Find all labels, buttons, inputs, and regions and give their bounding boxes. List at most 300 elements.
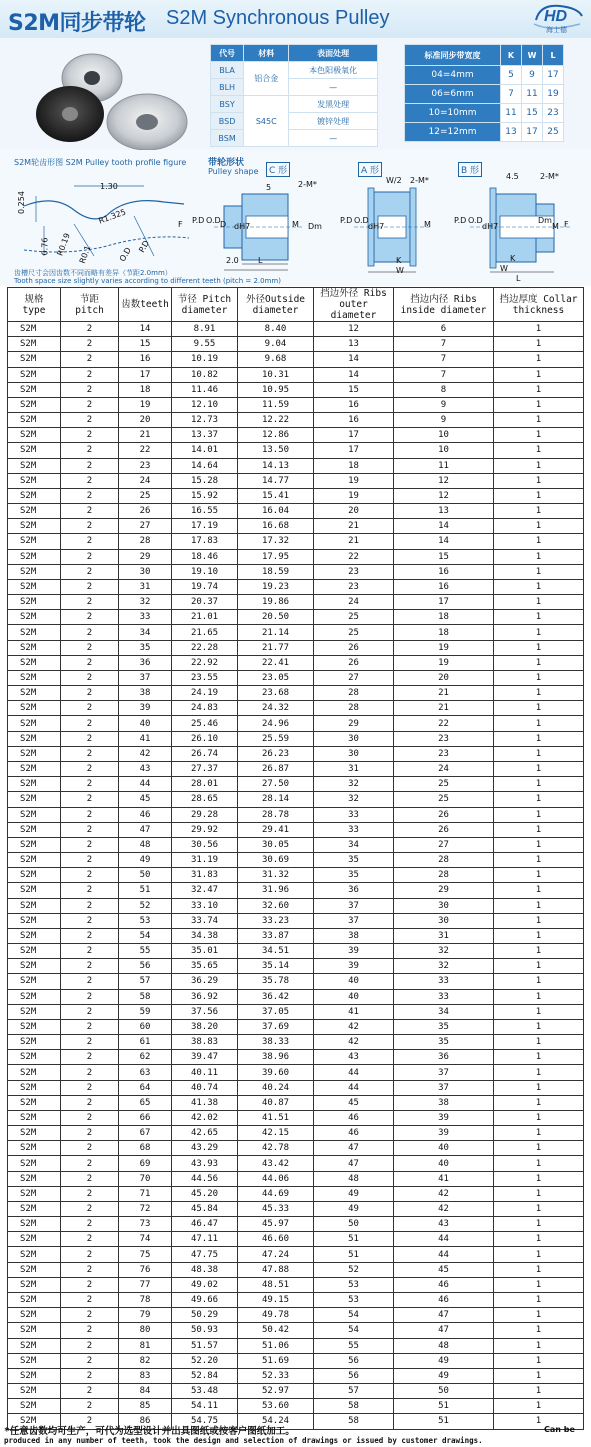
cell-ribs-inside: 21 — [394, 686, 494, 701]
cell-ribs-inside: 37 — [394, 1080, 494, 1095]
table-row — [8, 1019, 584, 1034]
cell-outside-diameter: 22.41 — [238, 655, 314, 670]
table-row — [8, 989, 584, 1004]
cell-pitch-diameter: 39.47 — [172, 1050, 238, 1065]
cell-ribs-outer: 54 — [314, 1308, 394, 1323]
cell-ribs-outer: 52 — [314, 1262, 394, 1277]
material-code: BSD — [211, 113, 244, 130]
cell-type: S2M — [8, 473, 61, 488]
cell-collar: 1 — [494, 564, 584, 579]
cell-collar: 1 — [494, 1399, 584, 1414]
cell-teeth: 18 — [119, 382, 172, 397]
diagram-panel — [0, 150, 591, 286]
cell-collar: 1 — [494, 1338, 584, 1353]
cell-type: S2M — [8, 1399, 61, 1414]
title-cn: S2M同步带轮 — [8, 11, 146, 36]
cell-pitch-diameter: 28.65 — [172, 792, 238, 807]
cell-outside-diameter: 42.15 — [238, 1126, 314, 1141]
cell-type: S2M — [8, 1262, 61, 1277]
cell-collar: 1 — [494, 473, 584, 488]
cell-collar: 1 — [494, 1384, 584, 1399]
cell-ribs-inside: 36 — [394, 1050, 494, 1065]
dim-label: Dm — [308, 222, 322, 231]
cell-ribs-outer: 49 — [314, 1186, 394, 1201]
cell-ribs-inside: 16 — [394, 564, 494, 579]
cell-pitch-diameter: 22.28 — [172, 640, 238, 655]
cell-type: S2M — [8, 443, 61, 458]
cell-teeth: 72 — [119, 1201, 172, 1216]
cell-pitch-diameter: 36.29 — [172, 974, 238, 989]
cell-teeth: 29 — [119, 549, 172, 564]
cell-outside-diameter: 21.77 — [238, 640, 314, 655]
cell-pitch: 2 — [61, 1065, 119, 1080]
cell-outside-diameter: 37.05 — [238, 1004, 314, 1019]
cell-type: S2M — [8, 1019, 61, 1034]
cell-ribs-outer: 27 — [314, 670, 394, 685]
cell-pitch-diameter: 34.38 — [172, 928, 238, 943]
cell-type: S2M — [8, 792, 61, 807]
cell-outside-diameter: 54.24 — [238, 1414, 314, 1429]
cell-collar: 1 — [494, 640, 584, 655]
material-surface: — — [289, 130, 378, 147]
material-aluminum: 铝合金 — [244, 62, 289, 96]
table-row — [8, 549, 584, 564]
cell-ribs-inside: 42 — [394, 1201, 494, 1216]
cell-ribs-inside: 21 — [394, 701, 494, 716]
cell-teeth: 64 — [119, 1080, 172, 1095]
table-row — [8, 367, 584, 382]
material-steel: S45C — [244, 96, 289, 147]
cell-collar: 1 — [494, 625, 584, 640]
cell-ribs-outer: 53 — [314, 1293, 394, 1308]
cell-outside-diameter: 44.69 — [238, 1186, 314, 1201]
cell-ribs-outer: 41 — [314, 1004, 394, 1019]
cell-type: S2M — [8, 534, 61, 549]
cell-pitch-diameter: 17.19 — [172, 519, 238, 534]
cell-ribs-outer: 44 — [314, 1065, 394, 1080]
cell-teeth: 80 — [119, 1323, 172, 1338]
cell-pitch: 2 — [61, 670, 119, 685]
dim-label: M — [424, 220, 431, 229]
cell-pitch: 2 — [61, 1247, 119, 1262]
cell-type: S2M — [8, 701, 61, 716]
material-code: BLH — [211, 79, 244, 96]
dim-label: P.D — [192, 216, 205, 225]
cell-pitch-diameter: 45.20 — [172, 1186, 238, 1201]
cell-outside-diameter: 14.13 — [238, 458, 314, 473]
cell-outside-diameter: 30.69 — [238, 853, 314, 868]
pulley-shape-caption-cn: 带轮形状 — [208, 158, 245, 168]
cell-pitch: 2 — [61, 974, 119, 989]
cell-type: S2M — [8, 686, 61, 701]
cell-ribs-inside: 23 — [394, 731, 494, 746]
cell-outside-diameter: 12.86 — [238, 428, 314, 443]
dim-label: L — [258, 256, 263, 265]
dim-label: F — [178, 220, 183, 229]
cell-ribs-outer: 33 — [314, 807, 394, 822]
cell-ribs-outer: 20 — [314, 504, 394, 519]
cell-pitch: 2 — [61, 944, 119, 959]
cell-teeth: 69 — [119, 1156, 172, 1171]
cell-pitch: 2 — [61, 686, 119, 701]
cell-teeth: 14 — [119, 322, 172, 337]
cell-ribs-outer: 37 — [314, 913, 394, 928]
cell-outside-diameter: 49.78 — [238, 1308, 314, 1323]
cell-pitch: 2 — [61, 443, 119, 458]
cell-pitch-diameter: 47.75 — [172, 1247, 238, 1262]
b-shape-drawing — [450, 174, 580, 284]
dim-label: 5 — [266, 183, 272, 192]
dim-label: R0.19 — [55, 231, 72, 258]
cell-teeth: 84 — [119, 1384, 172, 1399]
dim-label: W — [500, 264, 508, 273]
cell-ribs-inside: 12 — [394, 488, 494, 503]
cell-pitch-diameter: 49.66 — [172, 1293, 238, 1308]
cell-type: S2M — [8, 382, 61, 397]
cell-outside-diameter: 17.32 — [238, 534, 314, 549]
cell-type: S2M — [8, 1414, 61, 1429]
cell-pitch-diameter: 11.46 — [172, 382, 238, 397]
dim-label: 0.76 — [40, 237, 50, 256]
cell-pitch-diameter: 45.84 — [172, 1201, 238, 1216]
cell-pitch-diameter: 31.19 — [172, 853, 238, 868]
cell-outside-diameter: 37.69 — [238, 1019, 314, 1034]
table-row — [8, 868, 584, 883]
cell-collar: 1 — [494, 1201, 584, 1216]
cell-pitch: 2 — [61, 640, 119, 655]
cell-collar: 1 — [494, 579, 584, 594]
cell-collar: 1 — [494, 731, 584, 746]
cell-pitch: 2 — [61, 352, 119, 367]
cell-outside-diameter: 39.60 — [238, 1065, 314, 1080]
cell-type: S2M — [8, 1384, 61, 1399]
cell-outside-diameter: 44.06 — [238, 1171, 314, 1186]
cell-pitch-diameter: 15.92 — [172, 488, 238, 503]
cell-pitch-diameter: 32.47 — [172, 883, 238, 898]
cell-outside-diameter: 9.04 — [238, 337, 314, 352]
cell-ribs-inside: 12 — [394, 473, 494, 488]
cell-pitch: 2 — [61, 397, 119, 412]
cell-ribs-inside: 28 — [394, 868, 494, 883]
cell-pitch: 2 — [61, 1095, 119, 1110]
cell-pitch-diameter: 35.01 — [172, 944, 238, 959]
col-ribs-outer-header: 挡边外径 Ribs outer diameter — [314, 288, 394, 322]
cell-ribs-outer: 58 — [314, 1414, 394, 1429]
cell-collar: 1 — [494, 1050, 584, 1065]
dim-label: 2.0 — [226, 256, 239, 265]
table-row — [8, 959, 584, 974]
cell-pitch: 2 — [61, 579, 119, 594]
table-row — [8, 761, 584, 776]
cell-outside-diameter: 47.88 — [238, 1262, 314, 1277]
cell-type: S2M — [8, 488, 61, 503]
cell-type: S2M — [8, 1338, 61, 1353]
cell-ribs-outer: 31 — [314, 761, 394, 776]
table-row — [8, 337, 584, 352]
cell-teeth: 81 — [119, 1338, 172, 1353]
cell-pitch: 2 — [61, 488, 119, 503]
cell-collar: 1 — [494, 807, 584, 822]
col-outside-diameter-header: 外径Outside diameter — [238, 288, 314, 322]
cell-ribs-inside: 46 — [394, 1293, 494, 1308]
cell-type: S2M — [8, 1247, 61, 1262]
cell-collar: 1 — [494, 1080, 584, 1095]
cell-collar: 1 — [494, 701, 584, 716]
table-row — [8, 610, 584, 625]
cell-pitch: 2 — [61, 322, 119, 337]
cell-pitch: 2 — [61, 519, 119, 534]
col-ribs-inside-header: 挡边内径 Ribs inside diameter — [394, 288, 494, 322]
cell-ribs-outer: 55 — [314, 1338, 394, 1353]
table-row — [8, 792, 584, 807]
title-en: S2M Synchronous Pulley — [166, 7, 390, 29]
cell-type: S2M — [8, 1141, 61, 1156]
table-row — [8, 1277, 584, 1292]
cell-teeth: 46 — [119, 807, 172, 822]
cell-type: S2M — [8, 883, 61, 898]
cell-ribs-outer: 45 — [314, 1095, 394, 1110]
cell-ribs-inside: 19 — [394, 640, 494, 655]
table-row — [8, 928, 584, 943]
table-row — [8, 1217, 584, 1232]
cell-ribs-inside: 49 — [394, 1368, 494, 1383]
table-row — [8, 1201, 584, 1216]
cell-outside-diameter: 52.33 — [238, 1368, 314, 1383]
cell-outside-diameter: 51.69 — [238, 1353, 314, 1368]
cell-pitch: 2 — [61, 792, 119, 807]
cell-ribs-inside: 40 — [394, 1156, 494, 1171]
cell-pitch: 2 — [61, 989, 119, 1004]
cell-pitch: 2 — [61, 337, 119, 352]
cell-collar: 1 — [494, 959, 584, 974]
cell-pitch: 2 — [61, 883, 119, 898]
cell-ribs-inside: 48 — [394, 1338, 494, 1353]
cell-pitch: 2 — [61, 701, 119, 716]
cell-type: S2M — [8, 579, 61, 594]
belt-width-cell: 11 — [522, 85, 543, 104]
table-row — [8, 595, 584, 610]
table-row — [8, 428, 584, 443]
cell-pitch: 2 — [61, 610, 119, 625]
cell-pitch-diameter: 50.93 — [172, 1323, 238, 1338]
pulley-photo — [22, 46, 202, 150]
cell-outside-diameter: 50.42 — [238, 1323, 314, 1338]
belt-width-cell: 9 — [522, 66, 543, 85]
cell-outside-diameter: 27.50 — [238, 777, 314, 792]
cell-collar: 1 — [494, 443, 584, 458]
cell-pitch: 2 — [61, 1156, 119, 1171]
cell-outside-diameter: 40.87 — [238, 1095, 314, 1110]
table-row — [8, 898, 584, 913]
material-surface: 本色阳极氧化 — [289, 62, 378, 79]
cell-ribs-inside: 18 — [394, 610, 494, 625]
cell-ribs-inside: 29 — [394, 883, 494, 898]
table-row — [8, 1353, 584, 1368]
cell-collar: 1 — [494, 868, 584, 883]
cell-ribs-inside: 38 — [394, 1095, 494, 1110]
cell-outside-diameter: 17.95 — [238, 549, 314, 564]
dim-label: W/2 — [386, 176, 402, 185]
table-row — [8, 640, 584, 655]
table-row — [8, 716, 584, 731]
cell-ribs-inside: 46 — [394, 1277, 494, 1292]
cell-pitch-diameter: 19.10 — [172, 564, 238, 579]
cell-pitch-diameter: 38.83 — [172, 1035, 238, 1050]
cell-teeth: 20 — [119, 413, 172, 428]
cell-collar: 1 — [494, 1110, 584, 1125]
cell-pitch-diameter: 47.11 — [172, 1232, 238, 1247]
table-row — [8, 822, 584, 837]
cell-pitch-diameter: 10.82 — [172, 367, 238, 382]
table-row — [8, 807, 584, 822]
cell-ribs-inside: 35 — [394, 1019, 494, 1034]
cell-teeth: 55 — [119, 944, 172, 959]
cell-ribs-outer: 30 — [314, 746, 394, 761]
cell-pitch-diameter: 16.55 — [172, 504, 238, 519]
cell-outside-diameter: 12.22 — [238, 413, 314, 428]
dim-label: P.D — [454, 216, 467, 225]
cell-type: S2M — [8, 731, 61, 746]
material-surface: 发黑处理 — [289, 96, 378, 113]
cell-ribs-outer: 19 — [314, 473, 394, 488]
cell-pitch-diameter: 28.01 — [172, 777, 238, 792]
cell-outside-diameter: 45.97 — [238, 1217, 314, 1232]
cell-teeth: 44 — [119, 777, 172, 792]
a-shape-drawing — [344, 174, 444, 284]
cell-type: S2M — [8, 1004, 61, 1019]
cell-collar: 1 — [494, 989, 584, 1004]
cell-ribs-inside: 16 — [394, 579, 494, 594]
cell-outside-diameter: 21.14 — [238, 625, 314, 640]
cell-ribs-outer: 13 — [314, 337, 394, 352]
belt-width-header: 标准同步带宽度 — [405, 45, 501, 66]
cell-pitch-diameter: 24.19 — [172, 686, 238, 701]
cell-ribs-inside: 30 — [394, 913, 494, 928]
cell-outside-diameter: 36.42 — [238, 989, 314, 1004]
cell-type: S2M — [8, 1293, 61, 1308]
cell-collar: 1 — [494, 504, 584, 519]
cell-ribs-inside: 25 — [394, 777, 494, 792]
cell-type: S2M — [8, 549, 61, 564]
cell-type: S2M — [8, 868, 61, 883]
dim-label: R0.1 — [77, 244, 93, 265]
cell-ribs-inside: 24 — [394, 761, 494, 776]
col-type-header: 规格 type — [8, 288, 61, 322]
cell-type: S2M — [8, 944, 61, 959]
cell-type: S2M — [8, 853, 61, 868]
cell-outside-diameter: 19.23 — [238, 579, 314, 594]
cell-collar: 1 — [494, 1293, 584, 1308]
cell-ribs-outer: 25 — [314, 610, 394, 625]
cell-pitch: 2 — [61, 822, 119, 837]
spec-table-header — [8, 288, 584, 322]
cell-type: S2M — [8, 397, 61, 412]
cell-pitch: 2 — [61, 716, 119, 731]
table-row — [8, 564, 584, 579]
cell-pitch-diameter: 51.57 — [172, 1338, 238, 1353]
cell-ribs-inside: 37 — [394, 1065, 494, 1080]
spec-table-body — [8, 322, 584, 1430]
footer-line-cn: *任意齿数均可生产，可代为选型设计并出具图纸或按客户图纸加工。 — [4, 1426, 295, 1437]
cell-teeth: 41 — [119, 731, 172, 746]
cell-collar: 1 — [494, 1247, 584, 1262]
cell-pitch-diameter: 52.20 — [172, 1353, 238, 1368]
cell-pitch-diameter: 44.56 — [172, 1171, 238, 1186]
cell-ribs-outer: 39 — [314, 944, 394, 959]
cell-outside-diameter: 31.32 — [238, 868, 314, 883]
cell-outside-diameter: 15.41 — [238, 488, 314, 503]
cell-collar: 1 — [494, 1186, 584, 1201]
cell-teeth: 33 — [119, 610, 172, 625]
cell-pitch: 2 — [61, 625, 119, 640]
cell-teeth: 57 — [119, 974, 172, 989]
cell-ribs-outer: 57 — [314, 1384, 394, 1399]
cell-collar: 1 — [494, 655, 584, 670]
cell-pitch-diameter: 12.73 — [172, 413, 238, 428]
cell-pitch: 2 — [61, 777, 119, 792]
cell-teeth: 43 — [119, 761, 172, 776]
cell-pitch: 2 — [61, 837, 119, 852]
cell-collar: 1 — [494, 413, 584, 428]
material-code: BLA — [211, 62, 244, 79]
table-row — [8, 837, 584, 852]
cell-type: S2M — [8, 1308, 61, 1323]
cell-ribs-outer: 23 — [314, 579, 394, 594]
cell-type: S2M — [8, 974, 61, 989]
table-row — [8, 883, 584, 898]
cell-teeth: 23 — [119, 458, 172, 473]
cell-teeth: 86 — [119, 1414, 172, 1429]
cell-collar: 1 — [494, 488, 584, 503]
cell-outside-diameter: 49.15 — [238, 1293, 314, 1308]
cell-collar: 1 — [494, 428, 584, 443]
cell-ribs-inside: 33 — [394, 974, 494, 989]
cell-collar: 1 — [494, 1323, 584, 1338]
cell-pitch: 2 — [61, 1217, 119, 1232]
cell-pitch-diameter: 46.47 — [172, 1217, 238, 1232]
footer-line-en: produced in any number of teeth, took the design and selection of drawings or issued by customer drawings. — [4, 1436, 483, 1445]
table-row — [8, 853, 584, 868]
cell-collar: 1 — [494, 716, 584, 731]
table-row — [8, 534, 584, 549]
cell-pitch: 2 — [61, 367, 119, 382]
cell-collar: 1 — [494, 1232, 584, 1247]
cell-teeth: 82 — [119, 1353, 172, 1368]
cell-pitch-diameter: 30.56 — [172, 837, 238, 852]
dim-label: dH7 — [368, 222, 385, 231]
cell-pitch: 2 — [61, 1019, 119, 1034]
cell-collar: 1 — [494, 883, 584, 898]
cell-outside-diameter: 30.05 — [238, 837, 314, 852]
cell-ribs-inside: 51 — [394, 1399, 494, 1414]
cell-pitch: 2 — [61, 595, 119, 610]
table-row — [8, 1399, 584, 1414]
cell-outside-diameter: 31.96 — [238, 883, 314, 898]
cell-ribs-inside: 43 — [394, 1217, 494, 1232]
cell-ribs-outer: 26 — [314, 640, 394, 655]
table-row — [8, 1156, 584, 1171]
cell-teeth: 38 — [119, 686, 172, 701]
cell-outside-diameter: 16.04 — [238, 504, 314, 519]
belt-width-cell: 23 — [542, 104, 563, 123]
cell-teeth: 50 — [119, 868, 172, 883]
cell-ribs-outer: 47 — [314, 1141, 394, 1156]
dim-label: dH7 — [482, 222, 499, 231]
cell-ribs-outer: 25 — [314, 625, 394, 640]
cell-ribs-outer: 35 — [314, 868, 394, 883]
dim-label: F — [564, 220, 569, 229]
cell-ribs-outer: 32 — [314, 777, 394, 792]
